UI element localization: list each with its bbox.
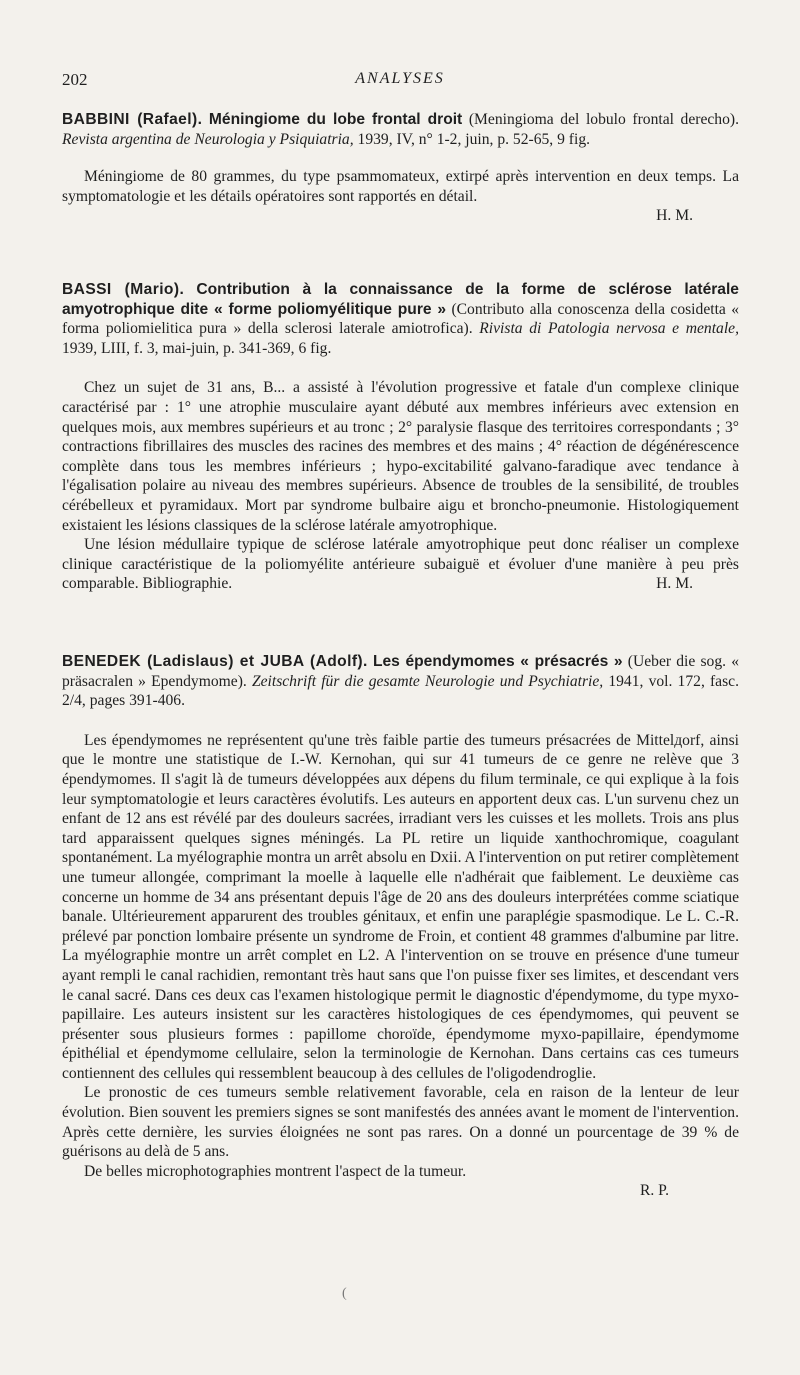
paragraph: Méningiome de 80 grammes, du type psammomateux, extirpé après intervention en deux temps. La symptomatologie et les détails opératoires sont rapportés en détail. xyxy=(62,168,739,205)
article-title: Les épendymomes « présacrés » xyxy=(372,653,623,670)
paragraph: Chez un sujet de 31 ans, B... a assisté à l'évolution progressive et fatale d'un complexe clinique caractérisé par : 1° une atrophie musculaire ayant débuté aux membres inférieurs avec extension en quelques mois, aux membres supérieurs et au tronc ; 2° paralysie flasque des territoires correspondants ; 3° contractions fibrillaires des muscles des racines des membres et des mains ; 4° réaction de dégénérescence complète dans tous les membres inférieurs ; hypo-excitabilité galvano-faradique avec tendance à l'égalisation polaire au niveau des membres supérieurs. Absence de troubles de la sensibilité, de troubles cérébelleux et pyramidaux. Mort par syndrome bulbaire aigu et broncho-pneumonie. Histologiquement existaient les lésions classiques de la sclérose latérale amyotrophique. xyxy=(62,379,739,534)
reviewer-signature: H. M. xyxy=(656,574,693,592)
citation-details: 1941, vol. 172, fasc. 2/4, pages 391-406. xyxy=(62,672,739,710)
article-title: Méningiome du lobe frontal droit xyxy=(208,111,463,128)
original-title: (Contributo alla conoscenza della cosidetta « forma poliomielitica pura » della sclerosi laterale amiotrofica). xyxy=(62,300,739,338)
author: BASSI (Mario). xyxy=(62,281,185,298)
citation xyxy=(62,280,739,358)
citation-details: 1939, IV, n° 1-2, juin, p. 52-65, 9 fig. xyxy=(353,130,591,148)
author: BABBINI (Rafael). xyxy=(62,111,203,128)
abstract-entry-benedek-juba xyxy=(62,652,739,1201)
reviewer-signature: R. P. xyxy=(639,1182,669,1200)
citation-details: 1939, LIII, f. 3, mai-juin, p. 341-369, 6 fig. xyxy=(62,339,332,357)
reviewer-signature: H. M. xyxy=(656,207,693,225)
abstract-body xyxy=(62,378,739,594)
abstract-body xyxy=(62,167,739,206)
paragraph: Les épendymomes ne représentent qu'une très faible partie des tumeurs présacrées de Mittelдorf, ainsi que le montre une statistique de I.-W. Kernohan, qui sur 41 tumeurs de ce genre ne relève que 3 épendymomes. Il s'agit là de tumeurs développées aux dépens du filum terminale, ce qui explique à la fois leur symptomatologie et leurs caractères évolutifs. Les auteurs en apportent deux cas. L'un survenu chez un enfant de 12 ans est révélé par des douleurs sacrées, irradiant vers les cuisses et les mollets. Trois ans plus tard apparaissent quelques signes méningés. La PL retire un liquide xanthochromique, coagulant spontanément. La myélographie montra un arrêt absolu en Dxii. A l'intervention on put retirer complètement une tumeur allongée, comprimant la moelle à laquelle elle n'adhérait que faiblement. Le deuxième cas concerne un homme de 34 ans présentant depuis l'âge de 20 ans des douleurs interprétées comme sciatique banale. Ultérieurement apparurent des troubles génitaux, et enfin une paraplégie spasmodique. Le L. C.-R. prélevé par ponction lombaire présente un syndrome de Froin, et contient 48 grammes d'albumine par litre. La myélographie montre un arrêt complet en L2. A l'intervention on se trouve en présence d'une tumeur ayant rempli le canal rachidien, remontant très haut sans que l'on puisse fixer ses limites, et descendant vers le canal sacré. Dans ces deux cas l'examen histologique permit le diagnostic d'épendymome, du type myxo-papillaire. Les auteurs insistent sur les caractères histologiques de ces épendymomes, qui peuvent se présenter sous plusieurs formes : papillome choroïde, épendymome myxo-papillaire, épendymome épithélial et épendymome cellulaire, selon la terminologie de Kernohan. Dans certains cas ces tumeurs contiennent des cellules qui ressemblent beaucoup à des cellules de l'oligodendroglie. xyxy=(62,731,739,1082)
journal-name: Zeitschrift für die gesamte Neurologie und Psychiatrie, xyxy=(251,672,604,690)
journal-name: Revista argentina de Neurologia y Psiquiatria, xyxy=(62,130,354,148)
article-title: Contribution à la connaissance de la forme de sclérose latérale amyotrophique dite « forme poliomyélitique pure » xyxy=(62,281,739,318)
footer-mark: ( xyxy=(342,1286,347,1301)
paragraph: Une lésion médullaire typique de sclérose latérale amyotrophique peut donc réaliser un complexe clinique caractéristique de la poliomyélite antérieure subaiguë et évoluer d'une manière à peu près comparable. Bibliographie. xyxy=(62,536,739,593)
page-header xyxy=(62,70,738,94)
original-title: (Meningioma del lobulo frontal derecho). xyxy=(462,111,739,128)
citation xyxy=(62,652,739,711)
author: BENEDEK (Ladislaus) et JUBA (Adolf). xyxy=(62,653,368,670)
citation xyxy=(62,110,739,149)
paragraph: Le pronostic de ces tumeurs semble relativement favorable, cela en raison de la lenteur de leur évolution. Bien souvent les premiers signes se sont manifestés des années avant le moment de l'intervention. Après cette dernière, les survies éloignées ne sont pas rares. On a donné un pourcentage de 39 % de guérisons au delà de 5 ans. xyxy=(62,1084,739,1161)
running-title: ANALYSES xyxy=(355,70,445,87)
page-number: 202 xyxy=(62,70,88,89)
abstract-entry-babbini xyxy=(62,110,739,226)
abstract-body xyxy=(62,731,739,1182)
abstract-entry-bassi xyxy=(62,280,739,594)
paragraph: De belles microphotographies montrent l'aspect de la tumeur. xyxy=(84,1162,467,1180)
journal-name: Rivista di Patologia nervosa e mentale, xyxy=(479,320,739,338)
original-title: (Ueber die sog. « präsacralen » Ependymome). xyxy=(62,653,740,690)
